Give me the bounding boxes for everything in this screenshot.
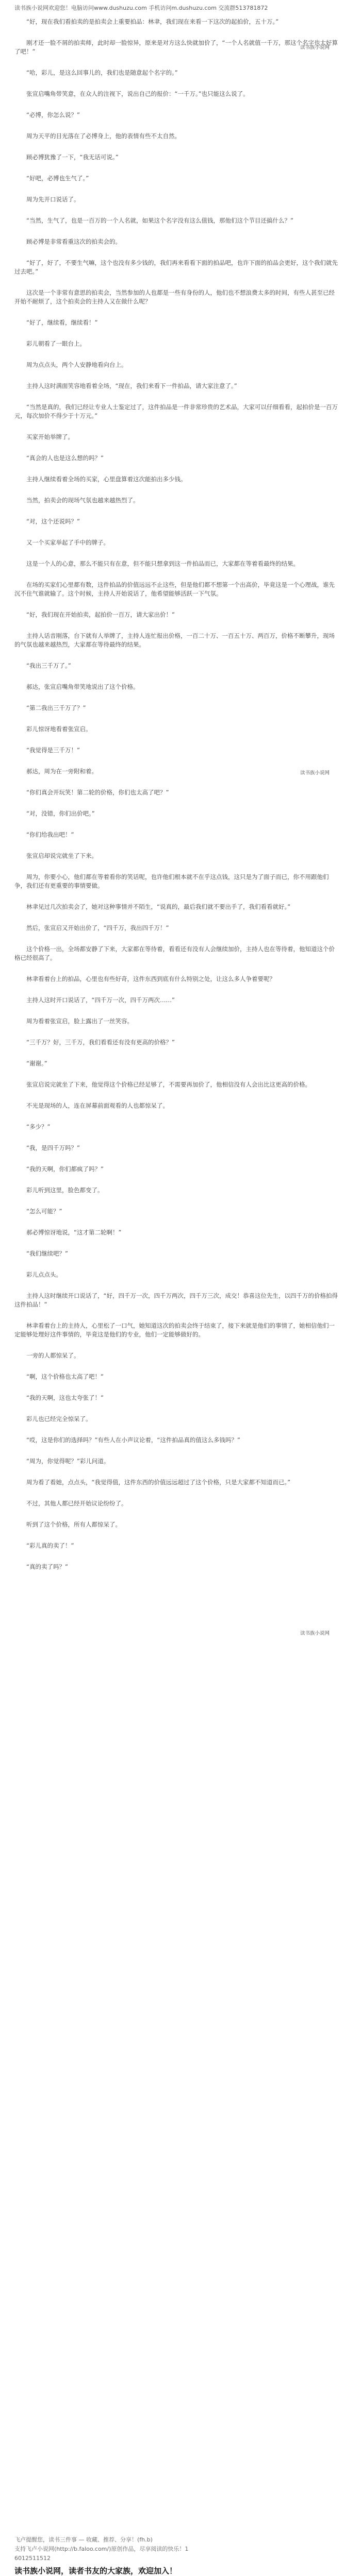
site-footer (14, 2565, 344, 2576)
site-header: 读书族小说网欢迎您！电脑访问www.dushuzu.com 手机访问m.dushuzu.com 交流群513781872 (14, 5, 268, 11)
chapter-paragraph: “对，这个还说吗？” (26, 518, 80, 525)
watermark-site-name: 读书族小说网 (300, 770, 330, 776)
chapter-paragraph: “好，现在我们看拍卖的是拍卖会上重要拍品：林聿，我们现在来看一下这次的起拍价，五十万。” (26, 18, 279, 25)
chapter-paragraph: “当然是真的，我们已经让专业人士鉴定过了，这件拍品是一件非常珍贵的艺术品，大家可以仔细看看，起拍价是一百万元，每次加价不得少于十万元。” (14, 403, 338, 419)
chapter-paragraph: “你们真会开玩笑！第二轮的价格，你们也太高了吧？” (26, 789, 169, 796)
chapter-paragraph: “怎么可能？” (26, 1208, 62, 1215)
chapter-paragraph: 主持人这时满面笑容地看着全场，“现在，我们来看下一件拍品，请大家注意了。” (26, 382, 237, 389)
chapter-paragraph: 当然，拍卖会的现场气氛也越来越热烈了。 (26, 497, 139, 504)
chapter-paragraph: “必博，你怎么说？” (26, 111, 80, 118)
chapter-paragraph: 张宣启说完就坐了下来，他觉得这个价格已经足够了，不需要再加价了，他相信没有人会出比这更高的价格。 (26, 1081, 311, 1088)
chapter-paragraph: 顾必博是非常看重这次的拍卖会的。 (26, 238, 121, 245)
chapter-paragraph: 郝达，张宣启嘴角带笑地说出了这个价格。 (26, 683, 139, 690)
chapter-paragraph: 林聿看着台上的拍品，心里也有些好奇，这件东西到底有什么特别之处，让这么多人争着要呢？ (26, 975, 275, 982)
chapter-paragraph: 主持人继续看着全场的买家，心里盘算着这次能拍出多少钱。 (26, 476, 187, 483)
chapter-paragraph: “我的天啊，这也太夸张了！” (26, 1394, 104, 1401)
chapter-paragraph: 主持人这时继续开口说话了，“好，四千万一次，四千万两次，四千万三次，成交！恭喜这位先生，以四千万的价格拍得这件拍品！” (14, 1292, 338, 1308)
footer-slogan: 读书族小说网，读者书友的大家族，欢迎加入！ (14, 2566, 177, 2575)
chapter-paragraph: 林聿看着台上的主持人，心里松了一口气，她知道这次的拍卖会终于结束了，接下来就是他们的事情了，她相信他们一定能够处理好这件事情的，毕竟这是他们的专业，他们一定能够做好的。 (14, 1322, 335, 1338)
chapter-paragraph: 主持人话音刚落，台下就有人举牌了，主持人连忙报出价格，一百二十万、一百五十万、两百万，价格不断攀升，现场的气氛也越来越热烈，大家都在等待最终的结果。 (14, 632, 335, 648)
chapter-paragraph: “真的卖了吗？” (26, 1563, 68, 1570)
chapter-paragraph: 听到了这个价格，所有人都惊呆了。 (26, 1521, 121, 1528)
chapter-paragraph: “三千万？好，三千万，我们看看还有没有更高的价格？” (26, 1039, 175, 1046)
ad-id-number: 6012511512 (14, 2555, 51, 2562)
chapter-paragraph: 又一个买家举起了手中的牌子。 (26, 539, 109, 546)
chapter-paragraph: 张宣启嘴角带笑意，在众人的注视下，说出自己的报价：“一千万。”也只能这么说了。 (26, 90, 249, 97)
chapter-paragraph: 彩儿听到这里，脸色都变了。 (26, 1187, 104, 1194)
chapter-paragraph: 一旁的人都惊呆了。 (26, 1352, 80, 1359)
chapter-paragraph: 周为看了看她，点点头，“我觉得值，这件东西的价值远远超过了这个价格，只是大家都不知道而已。” (26, 1479, 291, 1486)
chapter-paragraph: “周为，你觉得呢？”彩儿问道。 (26, 1458, 110, 1465)
chapter-paragraph: “真会的人也是这么想的吗？” (26, 454, 104, 462)
chapter-paragraph: “多少？” (26, 1123, 51, 1130)
chapter-paragraph: 周为先开口说话了。 (26, 196, 80, 203)
ad-reminder: 飞卢提醒您，读书三件事 — 收藏、推荐、分享！(fh.b) (14, 2536, 153, 2543)
chapter-paragraph: “我的天啊，你们都疯了吗？” (26, 1165, 104, 1173)
chapter-paragraph: 在场的买家们心里都有数，这件拍品的价值远远不止这些，但是他们都不想第一个出高价，毕竟这是一个心理战，谁先沉不住气谁就输了。这个时候，主持人开始说话了，他希望能够活跃一下气氛。 (14, 581, 335, 597)
chapter-paragraph: 顾必博犹豫了一下，“我无话可说。” (26, 154, 119, 161)
chapter-paragraph: 彩儿也已经完全惊呆了。 (26, 1415, 92, 1422)
chapter-paragraph: 不光是现场的人，连在屏幕前面观看的人也都惊呆了。 (26, 1102, 169, 1109)
chapter-paragraph: “第二我出三千万了？” (26, 704, 86, 711)
chapter-paragraph: “我觉得是三千万！” (26, 747, 80, 754)
chapter-paragraph: “哎，这是你们的选择吗？”有些人在小声议论着，“这件拍品真的值这么多钱吗？” (26, 1436, 240, 1444)
chapter-paragraph: “我出三千万了。” (26, 662, 71, 669)
chapter-paragraph: 这个价格一出，全场都安静了下来，大家都在等待着，看看还有没有人会继续加价，主持人也在等待着，他知道这个价格已经很高了。 (14, 945, 335, 961)
chapter-paragraph: 张宣启却说完就坐了下来。 (26, 852, 97, 859)
chapter-body (14, 18, 340, 1584)
chapter-paragraph: “当然，生气了，也是一百万的一个人名就，如果这个名字没有这么值钱，那他们这个节目还搞什么？” (26, 217, 293, 224)
chapter-paragraph: “谢谢。” (26, 1060, 47, 1067)
chapter-paragraph: 买家开始举牌了。 (26, 433, 74, 440)
chapter-paragraph: 刚才还一脸不屑的拍卖师，此时却一脸惊异，原来是对方这么快就加价了，“一个人名就值一千万，那这个名字也太好算了吧！” (14, 39, 338, 55)
chapter-paragraph: “对，没错，你们出价吧。” (26, 810, 95, 817)
chapter-paragraph: “我，是四千万吗？” (26, 1144, 80, 1151)
chapter-paragraph: 彩儿朝看了一眼台上。 (26, 340, 86, 347)
chapter-paragraph: 彩儿惊讶地看着张宣启。 (26, 725, 92, 733)
chapter-paragraph: “好了，好了，不要生气嘛，这个也没有多少钱的，我们再来看看下面的拍品吧，也许下面的拍品会更好，这个我们就先过去吧。” (14, 259, 338, 275)
ad-support-link[interactable]: 支持飞卢小说网(http://b.faloo.com/)原创作品，尽享阅读的快乐！1 (14, 2546, 189, 2552)
chapter-paragraph: “我们继续吧？” (26, 1250, 68, 1257)
chapter-paragraph: 郝必博惊讶地说，“这才第二轮啊！” (26, 1229, 122, 1236)
chapter-paragraph: 主持人这时开口说话了，“四千万一次，四千万两次……” (26, 996, 175, 1004)
chapter-paragraph: 周为天平的目光落在了必博身上，他的表情有些不太自然。 (26, 132, 180, 140)
chapter-paragraph: “好了，继续看，继续看！” (26, 319, 98, 326)
chapter-paragraph: 周为，你要小心，他们都在等着看你的笑话呢，也许他们根本就不在乎这点钱，这只是为了面子而已，你不用跟他们争，我们还有更重要的事情要做。 (14, 873, 329, 889)
chapter-paragraph: 这次是一个非常有意思的拍卖会，当然参加的人也都是一些有身份的人，他们也不想浪费太多的时间，有些人甚至已经开始不耐烦了，这个拍卖会的主持人又在做什么呢？ (14, 289, 335, 305)
chapter-paragraph: 林聿见过几次拍卖会了，她对这种事情并不陌生，“说真的，最后我们就不要出手了，我们看看就好。” (26, 903, 291, 910)
watermark-site-name: 读书族小说网 (300, 45, 330, 50)
chapter-paragraph: 然后，张宣启又开始出价了，“四千万，我出四千万！” (26, 924, 169, 931)
chapter-paragraph: “你们给我出吧！” (26, 831, 74, 838)
chapter-paragraph: 周为看着张宣启，脸上露出了一丝笑容。 (26, 1018, 133, 1025)
chapter-paragraph: 不过，其他人都已经开始议论纷纷了。 (26, 1500, 127, 1507)
chapter-paragraph: “啊，这个价格也太高了吧！” (26, 1373, 104, 1380)
watermark-site-name: 读书族小说网 (300, 1631, 330, 1636)
chapter-paragraph: “哈，彩儿，是这么回事儿的，我们也是随意起个名字的。” (26, 69, 178, 76)
chapter-paragraph: 郝达，周为在一旁附和着。 (26, 768, 97, 775)
chapter-paragraph: “好，我们现在开始拍卖，起拍价一百万，请大家出价！” (26, 611, 175, 618)
chapter-paragraph: 周为点点头，两个人安静地看向台上。 (26, 361, 127, 368)
chapter-paragraph: 这是一个人的心意，那么不能只有在意，但不能只想拿到这一件拍品而已，大家都在等着看最终的结果。 (26, 560, 299, 567)
chapter-paragraph: “好吧，必博也生气了。” (26, 175, 89, 182)
chapter-paragraph: 彩儿点点头。 (26, 1271, 62, 1278)
chapter-paragraph: “彩儿真的卖了！” (26, 1542, 74, 1549)
